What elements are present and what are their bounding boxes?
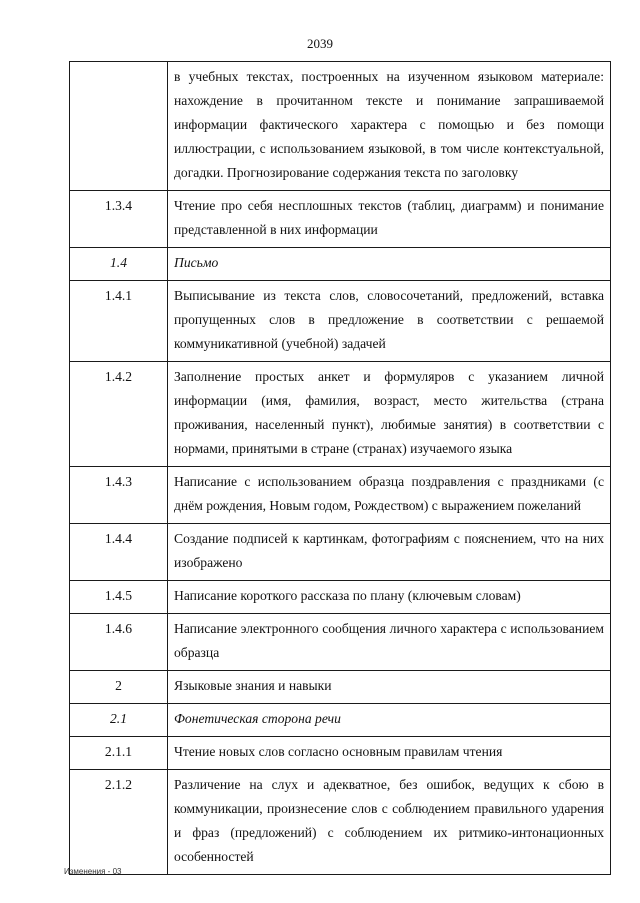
table-row: [70, 62, 611, 191]
page-number: 2039: [307, 36, 333, 51]
row-number-cell: 1.3.4: [70, 191, 168, 248]
row-number-cell: 2.1: [70, 704, 168, 737]
row-number-cell: 1.4.6: [70, 614, 168, 671]
row-number-cell: 2.1.1: [70, 737, 168, 770]
row-text-cell: Письмо: [168, 248, 611, 281]
table-row: [70, 737, 611, 770]
row-text-cell: Написание короткого рассказа по плану (ключевым словам): [168, 581, 611, 614]
row-text-cell: Чтение про себя несплошных текстов (таблиц, диаграмм) и понимание представленной в них информации: [168, 191, 611, 248]
table-row: [70, 770, 611, 875]
table-row: [70, 248, 611, 281]
row-number-cell: 1.4.4: [70, 524, 168, 581]
table-row: [70, 704, 611, 737]
row-number-cell: 1.4.2: [70, 362, 168, 467]
row-text-cell: Выписывание из текста слов, словосочетаний, предложений, вставка пропущенных слов в предложение в соответствии с решаемой коммуникативной (учебной) задачей: [168, 281, 611, 362]
row-number-cell: 1.4: [70, 248, 168, 281]
table-row: [70, 467, 611, 524]
row-number-cell: [70, 62, 168, 191]
row-text-cell: в учебных текстах, построенных на изученном языковом материале: нахождение в прочитанном тексте и понимание запрашиваемой информации фактического характера с помощью и без помощи иллюстрации, с использованием языковой, в том числе контекстуальной, догадки. Прогнозирование содержания текста по заголовку: [168, 62, 611, 191]
table-row: [70, 671, 611, 704]
content-table: [69, 61, 611, 875]
table-row: [70, 191, 611, 248]
table-row: [70, 524, 611, 581]
row-text-cell: Написание с использованием образца поздравления с праздниками (с днём рождения, Новым годом, Рождеством) с выражением пожеланий: [168, 467, 611, 524]
row-text-cell: Чтение новых слов согласно основным правилам чтения: [168, 737, 611, 770]
row-number-cell: 2: [70, 671, 168, 704]
row-text-cell: Языковые знания и навыки: [168, 671, 611, 704]
table-row: [70, 281, 611, 362]
row-number-cell: 2.1.2: [70, 770, 168, 875]
table-row: [70, 581, 611, 614]
row-text-cell: Создание подписей к картинкам, фотографиям с пояснением, что на них изображено: [168, 524, 611, 581]
table-row: [70, 614, 611, 671]
row-text-cell: Написание электронного сообщения личного характера с использованием образца: [168, 614, 611, 671]
row-number-cell: 1.4.1: [70, 281, 168, 362]
row-text-cell: Заполнение простых анкет и формуляров с указанием личной информации (имя, фамилия, возраст, место жительства (страна проживания, населенный пункт), любимые занятия) в соответствии с нормами, принятыми в стране (странах) изучаемого языка: [168, 362, 611, 467]
revision-footer: Изменения - 03: [64, 867, 122, 876]
row-number-cell: 1.4.3: [70, 467, 168, 524]
row-text-cell: Фонетическая сторона речи: [168, 704, 611, 737]
row-number-cell: 1.4.5: [70, 581, 168, 614]
row-text-cell: Различение на слух и адекватное, без ошибок, ведущих к сбою в коммуникации, произнесение слов с соблюдением правильного ударения и фраз (предложений) с соблюдением их ритмико-интонационных особенностей: [168, 770, 611, 875]
table-row: [70, 362, 611, 467]
